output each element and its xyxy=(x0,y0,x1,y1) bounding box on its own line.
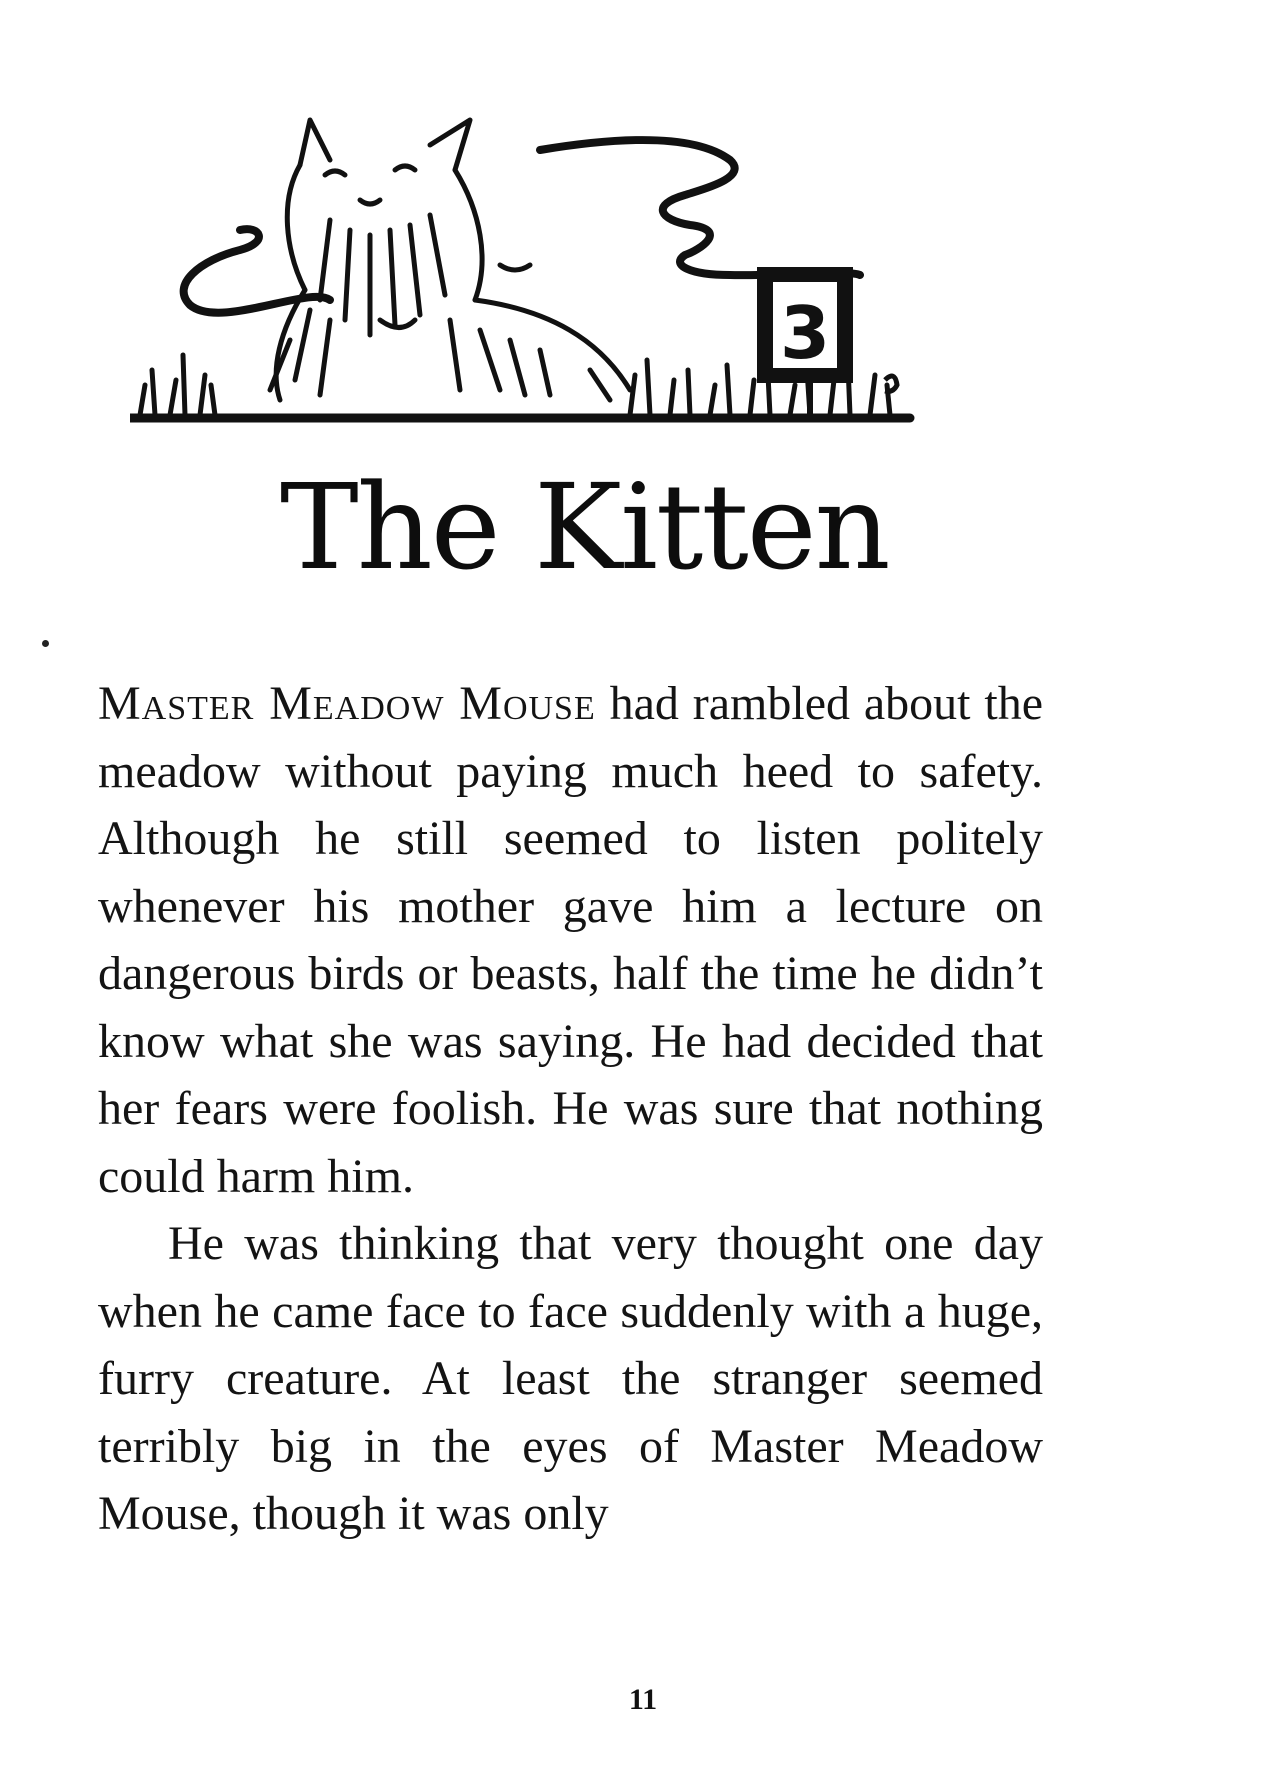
paragraph-1-text: had rambled about the meadow without paying much heed to safety. Although he still seemed to listen politely whenever his mother gave him a lecture on dangerous birds or beasts, half the time he didn’t know what she was saying. He had decided that her fears were foolish. He was sure that nothing could harm him. xyxy=(98,677,1043,1203)
kitten-illustration xyxy=(130,100,1050,500)
cat-figure xyxy=(270,120,630,400)
page-number: 11 xyxy=(628,1683,658,1716)
string-line xyxy=(540,140,860,275)
chapter-title: The Kitten xyxy=(280,458,889,596)
chapter-body xyxy=(98,670,1043,1548)
string-left xyxy=(184,229,330,313)
paragraph-1 xyxy=(98,670,1043,1210)
ink-speck xyxy=(42,640,49,647)
chapter-number: 3 xyxy=(779,291,831,375)
lead-in-smallcaps: Master Meadow Mouse xyxy=(98,677,596,730)
chapter-sign xyxy=(760,270,850,418)
paragraph-2: He was thinking that very thought one day when he came face to face suddenly with a huge, furry creature. At least the stranger seemed terribly big in the eyes of Master Meadow Mouse, though it was only xyxy=(98,1217,1043,1540)
